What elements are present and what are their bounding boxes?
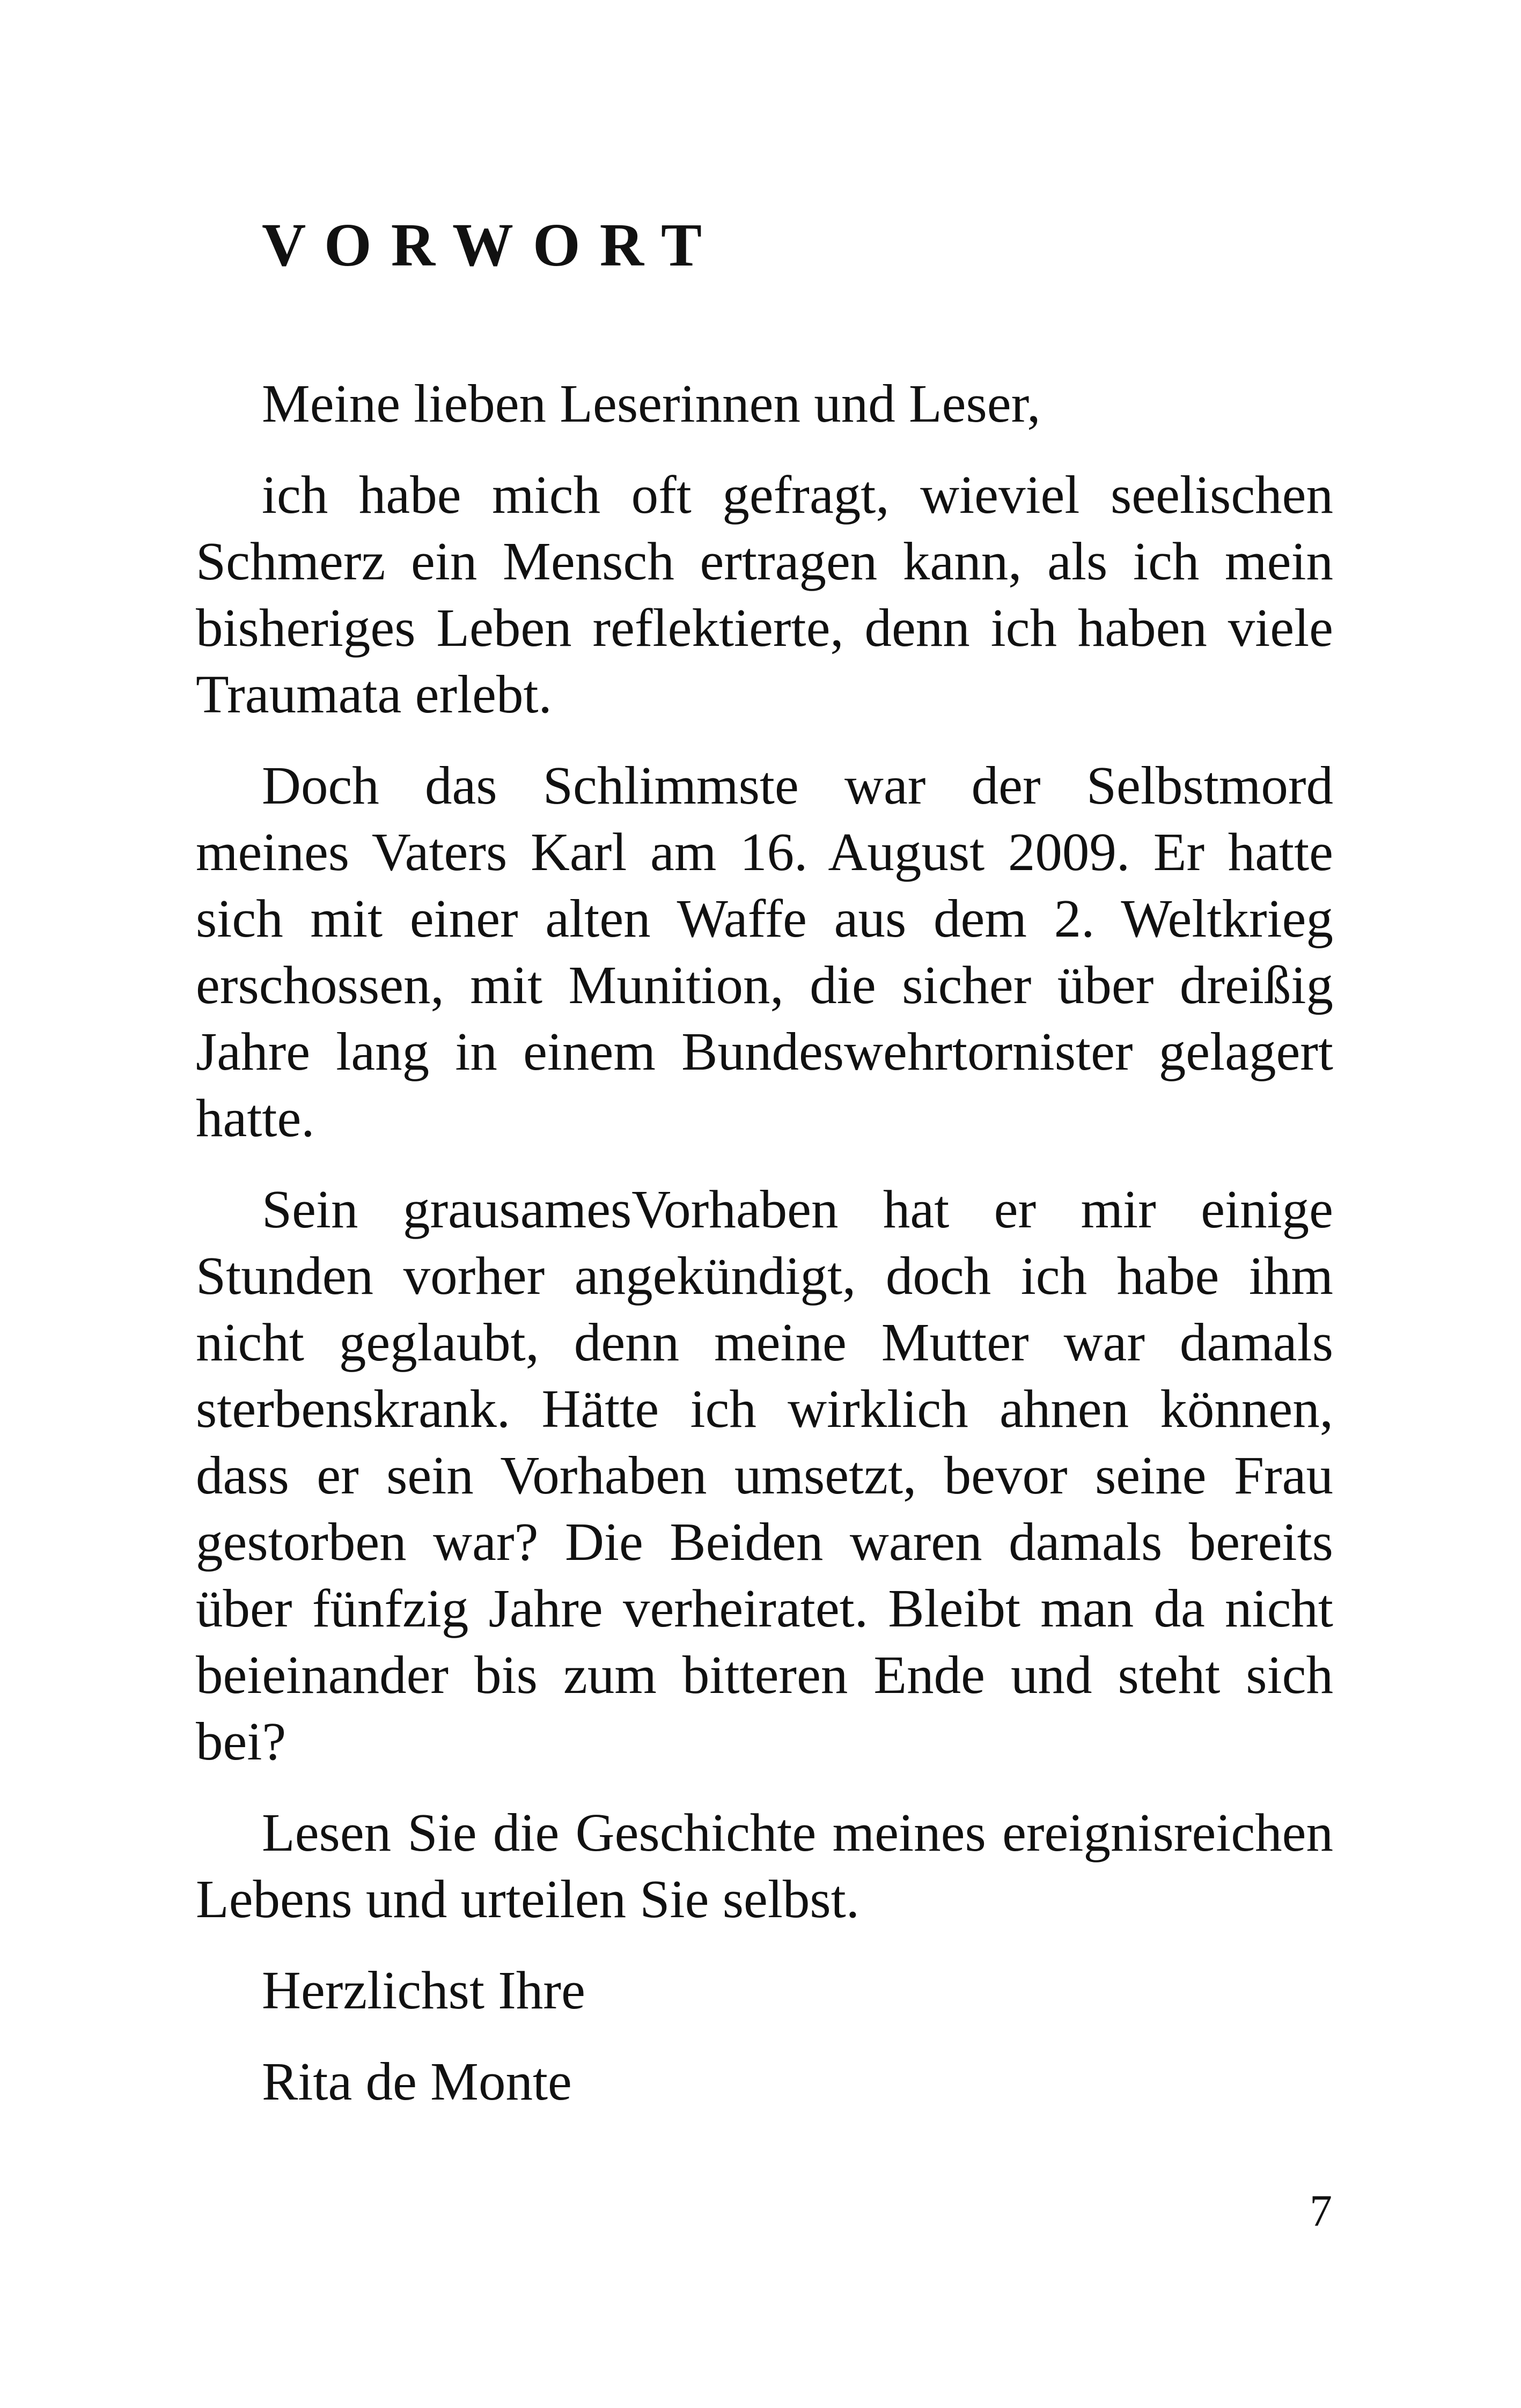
page-number: 7	[1310, 2186, 1332, 2236]
chapter-heading: VORWORT	[262, 211, 722, 279]
closing-line: Herzlichst Ihre	[262, 1960, 585, 2020]
paragraph-1: ich habe mich oft gefragt, wieviel seelischen Schmerz ein Mensch ertragen kann, als ich mein bisheriges Leben reflektierte, denn ich haben viele Traumata erlebt.	[196, 465, 1333, 724]
author-signature: Rita de Monte	[262, 2051, 572, 2111]
foreword-body	[196, 370, 1333, 2139]
paragraph-4: Lesen Sie die Geschichte meines ereignisreichen Lebens und urteilen Sie selbst.	[196, 1802, 1333, 1929]
salutation: Meine lieben Leserinnen und Leser,	[262, 373, 1041, 433]
paragraph-3: Sein grausamesVorhaben hat er mir einige Stunden vorher angekündigt, doch ich habe ihm nicht geglaubt, denn meine Mutter war damals sterbenskrank. Hätte ich wirklich ahnen können, dass er sein Vorhaben umsetzt, bevor seine Frau gestorben war? Die Beiden waren damals bereits über fünfzig Jahre verheiratet. Bleibt man da nicht beieinander bis zum bitteren Ende und steht sich bei?	[196, 1179, 1333, 1771]
paragraph-2: Doch das Schlimmste war der Selbstmord meines Vaters Karl am 16. August 2009. Er hatte sich mit einer alten Waffe aus dem 2. Weltkrieg erschossen, mit Munition, die sicher über dreißig Jahre lang in einem Bundeswehrtornister gelagert hatte.	[196, 755, 1333, 1148]
